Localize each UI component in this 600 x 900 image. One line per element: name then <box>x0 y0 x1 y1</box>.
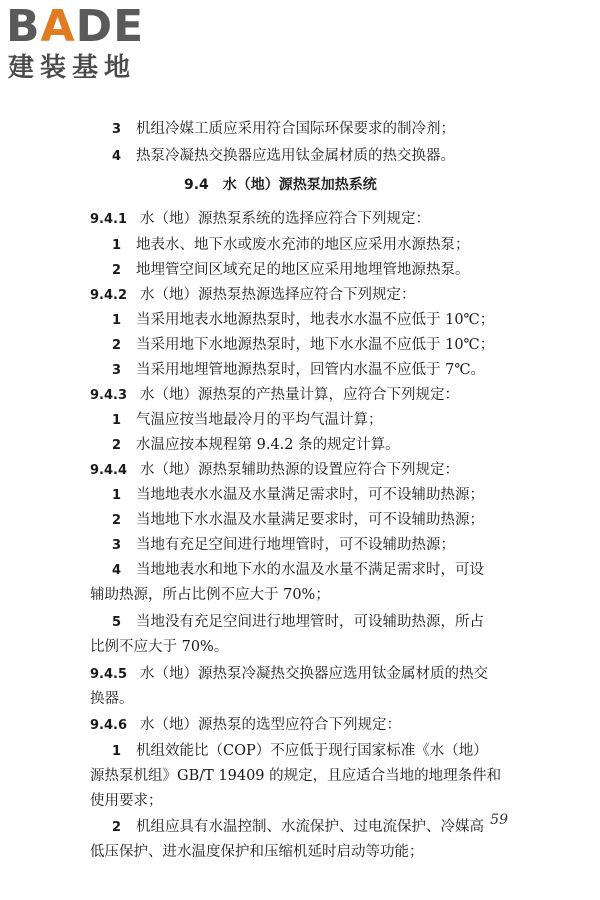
bade-logo <box>6 2 181 90</box>
list-item: 1 地表水、地下水或废水充沛的地区应采用水源热泵； <box>112 237 470 253</box>
list-item: 4 当地地表水和地下水的水温及水量不满足需求时，可设 <box>112 562 484 578</box>
logo-letters-de: DE <box>75 1 145 52</box>
clause-heading: 9.4.5 水（地）源热泵冷凝热交换器应选用钛金属材质的热交 <box>90 666 488 682</box>
list-item: 1 气温应按当地最冷月的平均气温计算； <box>112 412 383 428</box>
list-item: 2 当采用地下水地源热泵时，地下水水温不应低于 10℃； <box>112 337 495 353</box>
list-item-continuation: 使用要求； <box>90 793 163 809</box>
list-item: 3 当采用地埋管地源热泵时，回管内水温不应低于 7℃。 <box>112 362 486 378</box>
clause-heading: 9.4.2 水（地）源热泵热源选择应符合下列规定： <box>90 287 416 303</box>
clause-heading: 9.4.6 水（地）源热泵的选型应符合下列规定： <box>90 717 401 733</box>
clause-continuation: 换器。 <box>90 691 134 707</box>
list-item: 4 热泵冷凝热交换器应选用钛金属材质的热交换器。 <box>112 148 455 164</box>
list-item: 1 当采用地表水地源热泵时，地表水水温不应低于 10℃； <box>112 312 495 328</box>
list-item: 1 当地地表水水温及水量满足需求时，可不设辅助热源； <box>112 487 484 503</box>
list-item: 2 当地地下水水温及水量满足要求时，可不设辅助热源； <box>112 512 484 528</box>
clause-heading: 9.4.4 水（地）源热泵辅助热源的设置应符合下列规定： <box>90 462 459 478</box>
logo-wordmark <box>6 2 144 52</box>
logo-letter-b: B <box>6 1 41 52</box>
list-item: 3 当地有充足空间进行地埋管时，可不设辅助热源； <box>112 537 455 553</box>
section-title: 9.4 水（地）源热泵加热系统 <box>184 177 377 193</box>
clause-heading: 9.4.1 水（地）源热泵系统的选择应符合下列规定： <box>90 211 430 227</box>
list-item-continuation: 源热泵机组》GB/T 19409 的规定，且应适合当地的地理条件和 <box>90 768 502 784</box>
list-item: 2 水温应按本规程第 9.4.2 条的规定计算。 <box>112 437 400 453</box>
list-item: 3 机组冷媒工质应采用符合国际环保要求的制冷剂； <box>112 121 455 137</box>
list-item: 2 地埋管空间区域充足的地区应采用地埋管地源热泵。 <box>112 262 470 278</box>
logo-letter-a: A <box>40 1 76 52</box>
list-item: 2 机组应具有水温控制、水流保护、过电流保护、冷媒高 <box>112 819 484 835</box>
list-item-continuation: 低压保护、进水温度保护和压缩机延时启动等功能； <box>90 844 424 860</box>
list-item-continuation: 比例不应大于 70%。 <box>90 639 229 655</box>
clause-heading: 9.4.3 水（地）源热泵的产热量计算，应符合下列规定： <box>90 387 459 403</box>
list-item: 1 机组效能比（COP）不应低于现行国家标准《水（地） <box>112 743 488 759</box>
page-number: 59 <box>490 812 508 828</box>
list-item: 5 当地没有充足空间进行地埋管时，可设辅助热源，所占 <box>112 614 484 630</box>
logo-subtitle: 建装基地 <box>8 53 137 83</box>
list-item-continuation: 辅助热源，所占比例不应大于 70%； <box>90 587 330 603</box>
